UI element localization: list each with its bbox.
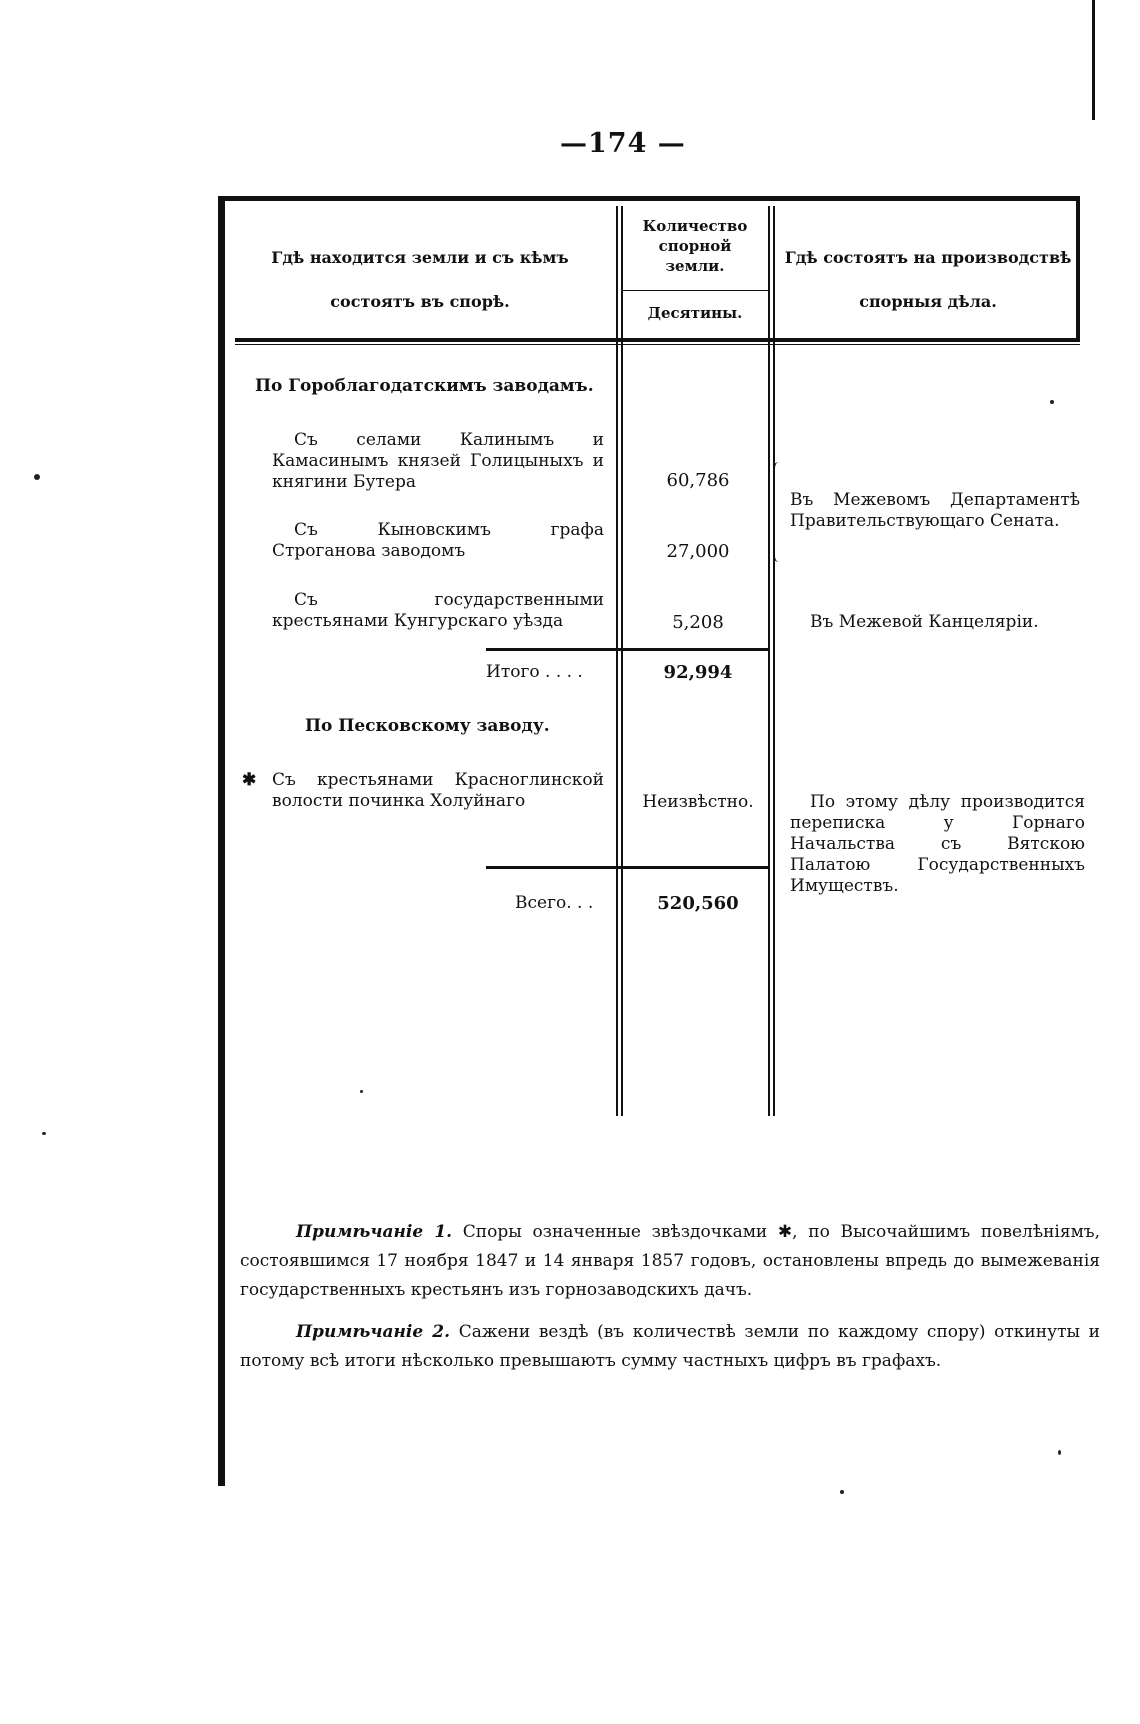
section-title: По Песковскому заводу. (305, 716, 550, 736)
section-title: По Гороблагодатскимъ заводамъ. (255, 376, 594, 396)
total-label-cell (486, 662, 583, 683)
table-row-text (272, 520, 604, 562)
scan-speck (1058, 1450, 1061, 1455)
row-where: По этому дѣлу производится переписка у Горнаго Начальства съ Вятскою Палатою Государственныхъ Имуществъ. (790, 792, 1085, 896)
row-text: Съ селами Калинымъ и Камасинымъ князей Голицыныхъ и княгини Бутера (272, 430, 604, 492)
page-number: —174 — (560, 128, 686, 159)
row-value: Неизвѣстно. (642, 792, 754, 812)
asterisk-mark: ✱ (242, 770, 257, 790)
brace-mark (773, 462, 781, 562)
header-bottom-rule (235, 338, 1080, 342)
table-row-text (272, 590, 604, 632)
subheader-rule (622, 290, 768, 291)
row-where: Въ Межевой Канцеляріи. (810, 612, 1039, 632)
table-row-text (242, 770, 604, 812)
column-rule (621, 206, 623, 1116)
row-value: 5,208 (672, 612, 724, 633)
header-location: Гдѣ находится земли и съ кѣмъ состоятъ въ спорѣ. (271, 248, 569, 311)
group-where: Въ Межевомъ Департаментѣ Правительствующаго Сената. (790, 490, 1080, 531)
column-rule (773, 206, 775, 1116)
scan-speck (360, 1090, 363, 1093)
subtotal-rule (486, 648, 768, 651)
header-quantity: Количество спорной земли. (642, 217, 748, 275)
grand-total-label: Всего (515, 893, 567, 913)
table-right-rule (1076, 196, 1080, 338)
column-rule (768, 206, 770, 1116)
grand-total-label-cell (515, 893, 593, 914)
table-left-rule (218, 196, 225, 1486)
row-value: 60,786 (666, 470, 730, 491)
row-text: Съ государственными крестьянами Кунгурскаго уѣзда (272, 590, 604, 631)
grand-total-value: 520,560 (657, 893, 739, 914)
row-text: Съ Кыновскимъ графа Строганова заводомъ (272, 520, 604, 561)
row-value: 27,000 (666, 541, 730, 562)
footnote (240, 1218, 1100, 1305)
scan-speck (840, 1490, 844, 1494)
scan-speck (34, 474, 40, 480)
total-dots: . . . . (539, 662, 583, 682)
total-label: Итого (486, 662, 540, 682)
column-rule (616, 206, 618, 1116)
note-label: Примѣчаніе 1. (296, 1222, 453, 1242)
grand-total-dots: . . . (566, 893, 594, 913)
row-text: Съ крестьянами Красноглинской волости починка Холуйнаго (272, 770, 604, 811)
total-value: 92,994 (663, 662, 733, 683)
header-unit: Десятины. (647, 304, 743, 322)
header-bottom-rule-thin (235, 344, 1080, 345)
header-where: Гдѣ состоятъ на производствѣ спорныя дѣла. (784, 248, 1072, 311)
note-label: Примѣчаніе 2. (296, 1322, 451, 1342)
grand-total-rule (486, 866, 768, 869)
note-text: Споры означенные звѣздочками ✱, по Высочайшимъ повелѣніямъ, состоявшимся 17 ноября 1847 и 14 января 1857 годовъ, остановлены впредь до вымежеванія государственныхъ крестьянъ изъ горнозаводскихъ дачъ. (240, 1222, 1101, 1300)
footnote (240, 1318, 1100, 1376)
table-top-rule (218, 196, 1080, 201)
scan-speck (42, 1132, 46, 1135)
note-text: Сажени вездѣ (въ количествѣ земли по каждому спору) откинуты и потому всѣ итоги нѣсколько превышаютъ сумму частныхъ цифръ въ графахъ. (240, 1322, 1100, 1371)
table-row-text (272, 430, 604, 493)
page-edge-rule (1092, 0, 1095, 120)
scan-speck (1050, 400, 1054, 404)
